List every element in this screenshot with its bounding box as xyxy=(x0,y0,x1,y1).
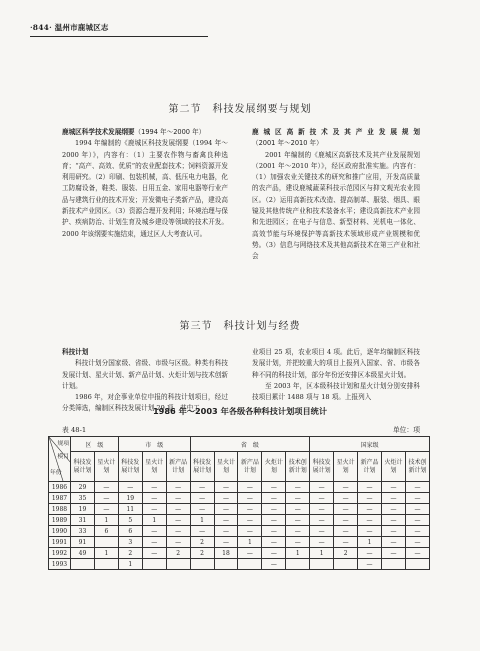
year-cell: 1990 xyxy=(49,526,71,537)
table-corner-header xyxy=(49,437,71,482)
subheader-row xyxy=(49,452,430,482)
column-header: 科技发展计划 xyxy=(190,452,214,482)
table-cell xyxy=(310,559,334,570)
table-row xyxy=(49,559,430,570)
table-row xyxy=(49,482,430,493)
table-cell: — xyxy=(381,493,405,504)
table-cell: — xyxy=(214,493,238,504)
table-cell: 1 xyxy=(118,559,142,570)
table-cell: — xyxy=(405,482,429,493)
table-cell: — xyxy=(381,526,405,537)
subtitle-years: （1994 年～2000 年） xyxy=(134,128,206,136)
subtitle-bold: 鹿城区高新技术及其产业发展规划 xyxy=(252,128,420,136)
table-row xyxy=(49,515,430,526)
table-cell: 91 xyxy=(71,537,95,548)
table-cell xyxy=(238,559,262,570)
table-cell: — xyxy=(310,526,334,537)
table-row xyxy=(49,548,430,559)
table-unit: 单位：项 xyxy=(392,426,420,434)
table-cell: 1 xyxy=(190,515,214,526)
table-cell: — xyxy=(166,493,190,504)
column-header: 新产品计划 xyxy=(166,452,190,482)
column-header: 星火计划 xyxy=(334,452,358,482)
table-cell: — xyxy=(334,493,358,504)
column-header: 技术创新计划 xyxy=(286,452,310,482)
table-cell: 2 xyxy=(190,537,214,548)
table-cell: — xyxy=(334,504,358,515)
table-cell: 2 xyxy=(118,548,142,559)
section-3-left-paragraph-1: 科技计划分国家级、省级、市级与区级。种类有科技发展计划、星火计划、新产品计划、火炬计划与技术创新计划。 xyxy=(62,359,228,390)
table-cell: 49 xyxy=(71,548,95,559)
section-2-right-paragraph: 2001 年编制的《鹿城区高新技术及其产业发展规划（2001 年～2010 年）》，经区政府批准实施。内容有：（1）加强农业关键技术的研究和推广应用，开发高质量的农产品，建设鹿城蔬菜科技示范园区与抑文观光农业园区。（2）运用高新技术改造、提高制革、服装、烟具、眼镜及其他传统产业和技术装备水平；建设高新技术产业园和先进园区；在电子与信息、新型材料、光机电一体化、高效节能与环境保护等高新技术领域形成产业规模和优势。（3）信息与网络技术及其他高新技术在第三产业和社会 xyxy=(252,150,420,261)
table-cell: — xyxy=(190,504,214,515)
table-cell: — xyxy=(310,482,334,493)
table-cell: 19 xyxy=(118,493,142,504)
year-cell: 1986 xyxy=(49,482,71,493)
group-header-city: 市 级 xyxy=(118,437,190,452)
table-body xyxy=(49,482,430,570)
table-cell: 19 xyxy=(71,504,95,515)
table-cell: — xyxy=(262,548,286,559)
table-cell: — xyxy=(142,548,166,559)
section-2-left-subtitle xyxy=(62,127,228,138)
table-cell: — xyxy=(286,493,310,504)
table-cell: — xyxy=(238,515,262,526)
table-cell: — xyxy=(381,482,405,493)
table-cell: 3 xyxy=(118,537,142,548)
column-header: 科技发展计划 xyxy=(310,452,334,482)
year-cell: 1992 xyxy=(49,548,71,559)
table-cell: 1 xyxy=(358,537,382,548)
running-head: ·844· 温州市鹿城区志 xyxy=(30,23,109,32)
column-header: 星火计划 xyxy=(94,452,118,482)
table-cell: — xyxy=(381,537,405,548)
table-cell: — xyxy=(405,515,429,526)
table-cell xyxy=(166,559,190,570)
table-row xyxy=(49,537,430,548)
table-cell: 1 xyxy=(142,515,166,526)
table-cell: — xyxy=(334,537,358,548)
section-2-left-paragraph: 1994 年编制的《鹿城区科技发展纲要（1994 年～2000 年）》，内容有：（1）主要农作物与畜禽良种选育；“高产、高效、优质”的农业配套技术；饲料资源开发利用研究。（2）印刷、包装机械，高、低压电力电器，化工防腐设备，鞋类、服装、日用五金、家用电器等行业产品与建筑行业的技术开发；开发微电子类新产品，建设高新技术产业园区。（3）资源合理开发利用；环境治理与保护、疾病防治、计划生育及城乡建设等领域的技术开发。2000 年该纲要实施结束，通过区人大考查认可。 xyxy=(62,139,228,238)
header-rule xyxy=(30,36,208,37)
table-cell: — xyxy=(262,515,286,526)
table-cell: — xyxy=(334,482,358,493)
table-cell: 2 xyxy=(334,548,358,559)
table-cell: — xyxy=(190,493,214,504)
section-2-title: 第二节 科技发展纲要与规划 xyxy=(168,104,312,115)
table-row xyxy=(49,504,430,515)
year-cell: 1989 xyxy=(49,515,71,526)
table-number: 表 48-1 xyxy=(62,426,87,434)
table-cell: — xyxy=(142,504,166,515)
table-cell: 31 xyxy=(71,515,95,526)
table-title: 1986 年～2003 年各级各种科技计划项目统计 xyxy=(152,406,328,416)
table-cell xyxy=(142,559,166,570)
corner-label-top: 规项 xyxy=(57,441,69,447)
table-cell: — xyxy=(334,526,358,537)
table-cell: — xyxy=(405,548,429,559)
group-header-district: 区 级 xyxy=(71,437,119,452)
table-cell: — xyxy=(238,548,262,559)
table-cell: — xyxy=(166,482,190,493)
table-cell: — xyxy=(310,515,334,526)
section-3-left-column xyxy=(62,347,228,415)
section-3-right-paragraph-2: 至 2003 年，区本级科技计划和星火计划分别安排科技项目累计 1488 项与 18 项。上报列入 xyxy=(252,381,420,402)
subtitle-bold: 鹿城区科学技术发展纲要 xyxy=(62,128,135,136)
table-cell: — xyxy=(238,504,262,515)
table-cell: — xyxy=(286,526,310,537)
table-cell xyxy=(405,559,429,570)
table-cell: — xyxy=(214,515,238,526)
table-cell: 1 xyxy=(94,515,118,526)
table-cell: — xyxy=(310,493,334,504)
table-cell: — xyxy=(262,537,286,548)
section-2-right-column xyxy=(252,127,420,263)
table-cell: — xyxy=(286,504,310,515)
table-cell: — xyxy=(238,526,262,537)
table-cell: — xyxy=(358,482,382,493)
table-cell: 6 xyxy=(118,526,142,537)
table-cell: — xyxy=(286,515,310,526)
section-3-right-column xyxy=(252,347,420,403)
table-cell: — xyxy=(214,526,238,537)
table-cell: — xyxy=(358,504,382,515)
table-cell: — xyxy=(286,537,310,548)
table-cell: — xyxy=(262,482,286,493)
table-cell xyxy=(214,559,238,570)
table-cell: — xyxy=(166,526,190,537)
table-cell: — xyxy=(238,482,262,493)
table-cell: 29 xyxy=(71,482,95,493)
table-cell: — xyxy=(262,493,286,504)
table-cell: — xyxy=(94,482,118,493)
subtitle-years: （2001 年～2010 年） xyxy=(252,139,323,148)
table-cell xyxy=(286,559,310,570)
table-cell: — xyxy=(262,526,286,537)
column-header: 星火计划 xyxy=(214,452,238,482)
year-cell: 1993 xyxy=(49,559,71,570)
table-cell: — xyxy=(118,482,142,493)
section-3-title: 第三节 科技计划与经费 xyxy=(179,321,301,332)
table-cell xyxy=(94,537,118,548)
statistics-table xyxy=(48,436,430,570)
table-cell: — xyxy=(262,559,286,570)
section-2-left-column xyxy=(62,127,228,240)
table-cell: — xyxy=(142,482,166,493)
table-cell: — xyxy=(405,504,429,515)
column-header: 科技发展计划 xyxy=(118,452,142,482)
table-cell: 1 xyxy=(94,548,118,559)
table-cell: — xyxy=(405,493,429,504)
year-cell: 1987 xyxy=(49,493,71,504)
table-cell: — xyxy=(166,504,190,515)
table-cell xyxy=(381,559,405,570)
column-header: 新产品计划 xyxy=(238,452,262,482)
table-cell: — xyxy=(405,526,429,537)
table-cell: — xyxy=(334,515,358,526)
table-cell: 5 xyxy=(118,515,142,526)
table-cell: — xyxy=(214,482,238,493)
table-cell: 1 xyxy=(286,548,310,559)
table-cell: — xyxy=(310,504,334,515)
table-cell: — xyxy=(358,493,382,504)
table-cell: — xyxy=(286,482,310,493)
table-cell: — xyxy=(214,537,238,548)
table-cell: 18 xyxy=(214,548,238,559)
table-cell: — xyxy=(358,526,382,537)
table-cell: — xyxy=(310,537,334,548)
table-cell: — xyxy=(358,515,382,526)
section-2-right-subtitle xyxy=(252,127,420,150)
table-cell: 35 xyxy=(71,493,95,504)
table-cell: 33 xyxy=(71,526,95,537)
table-cell: — xyxy=(381,515,405,526)
corner-label-mid: 模目 xyxy=(57,454,69,460)
table-cell: 11 xyxy=(118,504,142,515)
year-cell: 1988 xyxy=(49,504,71,515)
table-cell: — xyxy=(142,493,166,504)
table-cell: — xyxy=(142,537,166,548)
table-cell: 2 xyxy=(190,548,214,559)
table-cell: — xyxy=(214,504,238,515)
table-cell: — xyxy=(238,493,262,504)
table-cell: — xyxy=(94,504,118,515)
table-row xyxy=(49,526,430,537)
table-cell: 6 xyxy=(94,526,118,537)
table-cell: — xyxy=(94,493,118,504)
corner-label-bottom: 年份 xyxy=(50,470,62,476)
table-cell: — xyxy=(166,515,190,526)
group-header-province: 省 级 xyxy=(190,437,310,452)
year-cell: 1991 xyxy=(49,537,71,548)
table-cell: — xyxy=(358,548,382,559)
column-header: 技术创新计划 xyxy=(405,452,429,482)
table-cell: — xyxy=(262,504,286,515)
table-cell: — xyxy=(142,526,166,537)
table-cell: — xyxy=(405,537,429,548)
table-cell: — xyxy=(358,559,382,570)
group-header-national: 国家级 xyxy=(310,437,430,452)
section-3-right-paragraph-1: 业项目 25 项，农业项目 4 项。此后，逐年均编制区科技发展计划，并把较重大的项目上报列入国家、省、市级各种不同的科技计划，部分年份还安排区本级星火计划。 xyxy=(252,348,420,379)
table-cell: 2 xyxy=(166,548,190,559)
table-cell xyxy=(334,559,358,570)
table-cell xyxy=(94,559,118,570)
table-cell: — xyxy=(166,537,190,548)
table-cell: 1 xyxy=(310,548,334,559)
column-header: 新产品计划 xyxy=(358,452,382,482)
table-cell: — xyxy=(381,504,405,515)
table-cell: — xyxy=(190,526,214,537)
section-3-left-subtitle: 科技计划 xyxy=(62,348,89,356)
column-header: 火炬计划 xyxy=(381,452,405,482)
column-header: 火炬计划 xyxy=(262,452,286,482)
table-cell: — xyxy=(381,548,405,559)
column-header: 星火计划 xyxy=(142,452,166,482)
table-row xyxy=(49,493,430,504)
section-3-left-paragraph-2: 1986 年，对企事业单位申报的科技计划项目，经过分类筛选，编制区科技发展计划 29 项，其中工 xyxy=(62,393,228,413)
table-cell: — xyxy=(190,482,214,493)
table-cell: 1 xyxy=(238,537,262,548)
table-cell xyxy=(190,559,214,570)
table-cell xyxy=(71,559,95,570)
column-header: 科技发展计划 xyxy=(71,452,95,482)
